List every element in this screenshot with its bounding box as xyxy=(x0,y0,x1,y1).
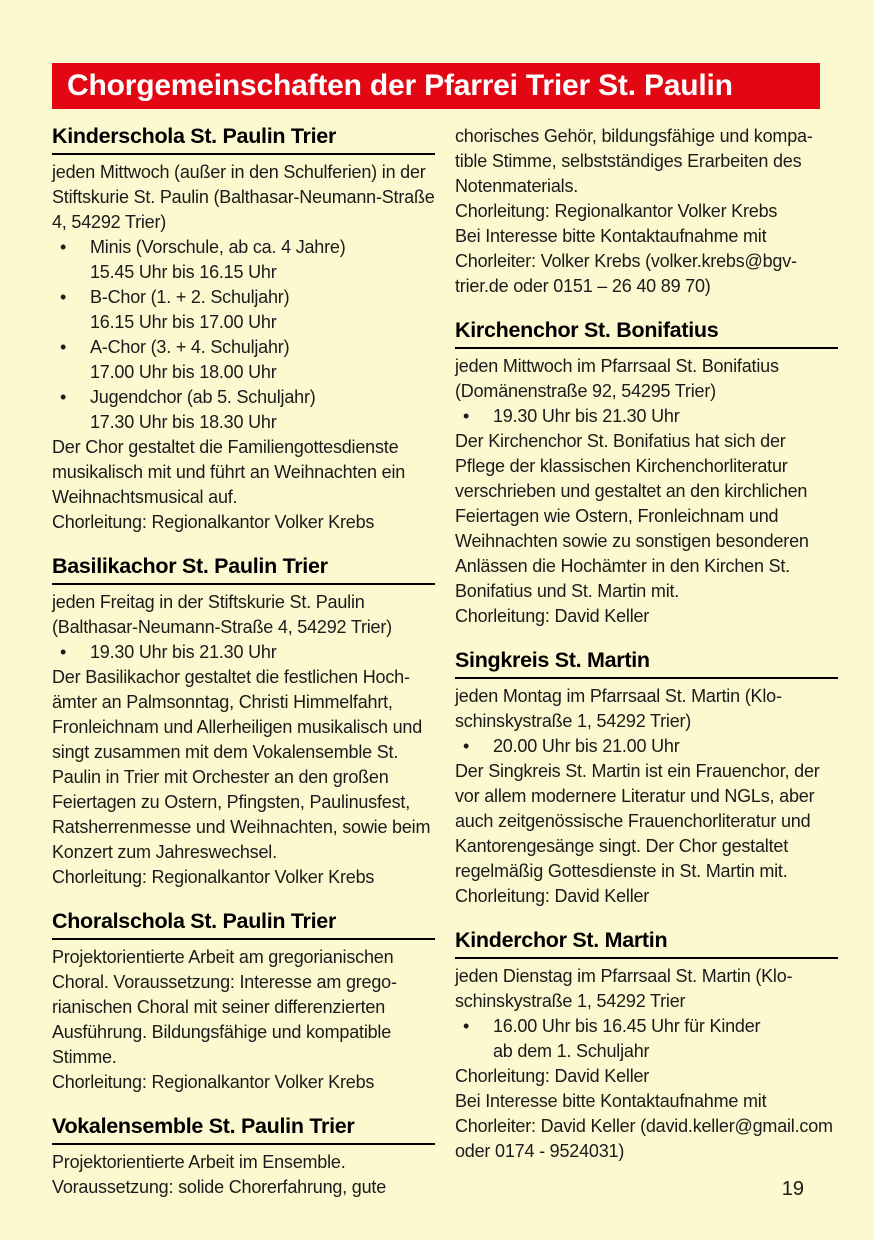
bullet-text xyxy=(493,404,838,429)
body-paragraph: chorisches Gehör, bildungsfähige und kompatible Stimme, selbstständiges Erarbeiten des Notenmaterials. xyxy=(455,126,813,196)
bullet-line: Jugendchor (ab 5. Schuljahr) xyxy=(90,387,316,407)
body-paragraph: Chorleitung: Regionalkantor Volker Krebs xyxy=(52,512,375,532)
bullet-text xyxy=(90,335,435,385)
bullet-line: 17.30 Uhr bis 18.30 Uhr xyxy=(90,412,277,432)
body-paragraph: Bei Interesse bitte Kontaktaufnahme mit Chorleiter: Volker Krebs (volker.krebs@bgv-trier.de oder 0151 – 26 40 89 70) xyxy=(455,226,797,296)
choir-section xyxy=(52,1114,435,1200)
body-paragraph: Der Basilikachor gestaltet die festlichen Hochämter an Palmsonntag, Christi Himmelfahrt, Fronleichnam und Allerheiligen musikalisch und singt zusammen mit dem Vokalensemble St. Paulin in Trier mit Orchester an den großen Feiertagen zu Ostern, Pfingsten, Paulinusfest, Ratsherrenmesse und Weihnachten, sowie beim Konzert zum Jahreswechsel. xyxy=(52,667,431,862)
bullet-line: B-Chor (1. + 2. Schuljahr) xyxy=(90,287,290,307)
choir-section xyxy=(455,928,838,1164)
bullet-item xyxy=(52,235,435,285)
bullet-icon: • xyxy=(463,736,470,756)
bullet-item xyxy=(455,404,838,429)
choir-section xyxy=(455,124,838,299)
bullet-icon: • xyxy=(60,287,67,307)
bullet-icon: • xyxy=(60,642,67,662)
page-title-banner: Chorgemeinschaften der Pfarrei Trier St. Paulin xyxy=(52,63,820,109)
bullet-item xyxy=(455,734,838,759)
section-heading: Vokalensemble St. Paulin Trier xyxy=(52,1114,435,1145)
bullet-line: 17.00 Uhr bis 18.00 Uhr xyxy=(90,362,277,382)
body-paragraph: Projektorientierte Arbeit im Ensemble. Voraussetzung: solide Chorerfahrung, gute xyxy=(52,1152,387,1197)
bullet-text xyxy=(493,1014,838,1064)
bullet-text xyxy=(90,640,435,665)
body-paragraph: Chorleitung: David Keller xyxy=(455,1066,650,1086)
body-paragraph: Chorleitung: Regionalkantor Volker Krebs xyxy=(52,867,375,887)
bullet-icon: • xyxy=(60,337,67,357)
bullet-line: 20.00 Uhr bis 21.00 Uhr xyxy=(493,736,680,756)
body-paragraph: jeden Mittwoch im Pfarrsaal St. Bonifatius (Domänenstraße 92, 54295 Trier) xyxy=(455,356,779,401)
body-paragraph: jeden Montag im Pfarrsaal St. Martin (Kloschinskystraße 1, 54292 Trier) xyxy=(455,686,782,731)
bullet-text xyxy=(90,285,435,335)
body-paragraph: Chorleitung: David Keller xyxy=(455,886,650,906)
bullet-text xyxy=(90,235,435,285)
section-heading: Choralschola St. Paulin Trier xyxy=(52,909,435,940)
bullet-line: 15.45 Uhr bis 16.15 Uhr xyxy=(90,262,277,282)
bullet-icon: • xyxy=(463,1016,470,1036)
bullet-item xyxy=(52,385,435,435)
bullet-line: 16.15 Uhr bis 17.00 Uhr xyxy=(90,312,277,332)
body-paragraph: jeden Mittwoch (außer in den Schulferien) in der Stiftskurie St. Paulin (Balthasar-Neumann-Straße 4, 54292 Trier) xyxy=(52,162,435,232)
bullet-icon: • xyxy=(60,237,67,257)
section-heading: Kinderschola St. Paulin Trier xyxy=(52,124,435,155)
bullet-text xyxy=(90,385,435,435)
left-column xyxy=(52,124,435,1200)
section-heading: Kinderchor St. Martin xyxy=(455,928,838,959)
two-column-content xyxy=(52,124,838,1200)
right-column xyxy=(455,124,838,1200)
bullet-text xyxy=(493,734,838,759)
bullet-item xyxy=(52,285,435,335)
body-paragraph: jeden Freitag in der Stiftskurie St. Paulin (Balthasar-Neumann-Straße 4, 54292 Trier) xyxy=(52,592,392,637)
body-paragraph: Chorleitung: David Keller xyxy=(455,606,650,626)
bullet-line: A-Chor (3. + 4. Schuljahr) xyxy=(90,337,290,357)
bullet-item xyxy=(52,640,435,665)
bullet-line: 16.00 Uhr bis 16.45 Uhr für Kinder xyxy=(493,1016,761,1036)
choir-section xyxy=(455,318,838,629)
section-heading: Basilikachor St. Paulin Trier xyxy=(52,554,435,585)
bullet-item xyxy=(455,1014,838,1064)
choir-section xyxy=(52,124,435,535)
body-paragraph: Der Singkreis St. Martin ist ein Frauenchor, der vor allem modernere Literatur und NGLs, aber auch zeitgenössische Frauenchorliteratur und Kantorengesänge singt. Der Chor gestaltet regelmäßig Gottesdienste in St. Martin mit. xyxy=(455,761,820,881)
choir-section xyxy=(455,648,838,909)
section-heading: Singkreis St. Martin xyxy=(455,648,838,679)
bullet-line: ab dem 1. Schuljahr xyxy=(493,1041,650,1061)
body-paragraph: Chorleitung: Regionalkantor Volker Krebs xyxy=(455,201,778,221)
body-paragraph: jeden Dienstag im Pfarrsaal St. Martin (Kloschinskystraße 1, 54292 Trier xyxy=(455,966,793,1011)
page-number: 19 xyxy=(781,1178,804,1200)
bullet-line: 19.30 Uhr bis 21.30 Uhr xyxy=(493,406,680,426)
bullet-icon: • xyxy=(463,406,470,426)
body-paragraph: Projektorientierte Arbeit am gregorianischen Choral. Voraussetzung: Interesse am gregorianischen Choral mit seiner differenzierten Ausführung. Bildungsfähige und kompatible Stimme. xyxy=(52,947,397,1067)
bullet-line: Minis (Vorschule, ab ca. 4 Jahre) xyxy=(90,237,346,257)
choir-section xyxy=(52,554,435,890)
section-heading: Kirchenchor St. Bonifatius xyxy=(455,318,838,349)
body-paragraph: Der Chor gestaltet die Familiengottesdienste musikalisch mit und führt an Weihnachten ein Weihnachtsmusical auf. xyxy=(52,437,406,507)
bullet-line: 19.30 Uhr bis 21.30 Uhr xyxy=(90,642,277,662)
body-paragraph: Der Kirchenchor St. Bonifatius hat sich der Pflege der klassischen Kirchenchorliteratur verschrieben und gestaltet an den kirchlichen Feiertagen wie Ostern, Fronleichnam und Weihnachten sowie zu sonstigen besonderen Anlässen die Hochämter in den Kirchen St. Bonifatius und St. Martin mit. xyxy=(455,431,809,601)
body-paragraph: Bei Interesse bitte Kontaktaufnahme mit Chorleiter: David Keller (david.keller@gmail.com oder 0174 - 9524031) xyxy=(455,1091,833,1161)
bullet-icon: • xyxy=(60,387,67,407)
body-paragraph: Chorleitung: Regionalkantor Volker Krebs xyxy=(52,1072,375,1092)
choir-section xyxy=(52,909,435,1095)
bullet-item xyxy=(52,335,435,385)
